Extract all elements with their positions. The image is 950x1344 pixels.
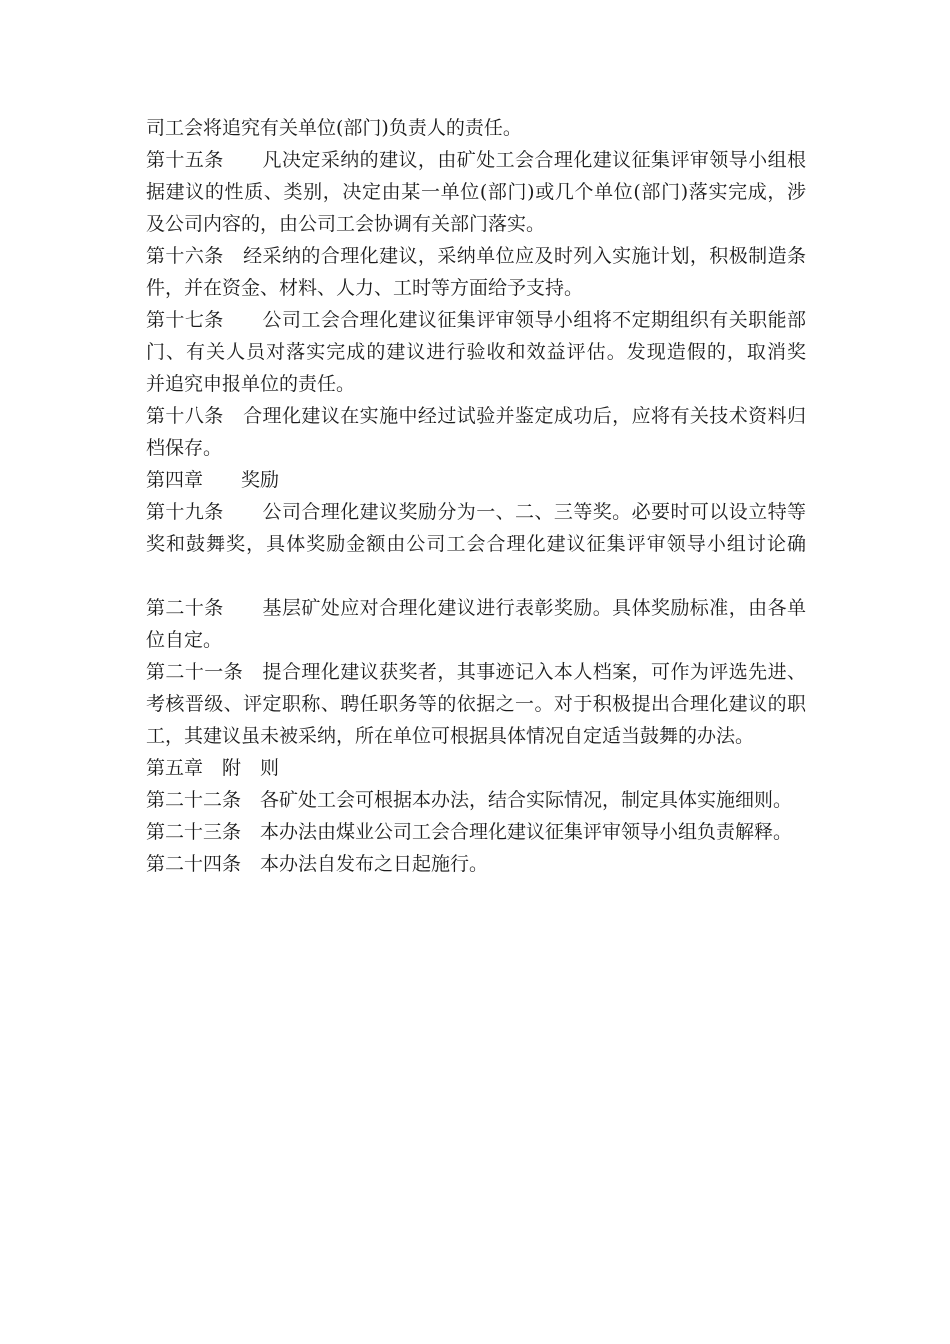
article-18-line: 第十八条 合理化建议在实施中经过试验并鉴定成功后，应将有关技术资料归 xyxy=(146,405,806,427)
document-body xyxy=(146,112,806,880)
paragraph-line: 司工会将追究有关单位(部门)负责人的责任。 xyxy=(146,117,522,139)
article-16-line: 第十六条 经采纳的合理化建议，采纳单位应及时列入实施计划，积极制造条 xyxy=(146,245,806,267)
article-21-line: 考核晋级、评定职称、聘任职务等的依据之一。对于积极提出合理化建议的职 xyxy=(146,693,806,715)
article-17-line: 并追究申报单位的责任。 xyxy=(146,373,356,395)
blank-line xyxy=(146,560,806,592)
article-23-line: 第二十三条 本办法由煤业公司工会合理化建议征集评审领导小组负责解释。 xyxy=(146,821,793,843)
article-22-line: 第二十二条 各矿处工会可根据本办法，结合实际情况，制定具体实施细则。 xyxy=(146,789,793,811)
article-20-line: 位自定。 xyxy=(146,629,223,651)
article-18-line: 档保存。 xyxy=(146,437,223,459)
article-19-line: 第十九条 公司合理化建议奖励分为一、二、三等奖。必要时可以设立特等 xyxy=(146,501,806,523)
article-17-line: 第十七条 公司工会合理化建议征集评审领导小组将不定期组织有关职能部 xyxy=(146,309,806,331)
chapter-4-heading: 第四章 奖励 xyxy=(146,469,280,491)
article-21-line: 第二十一条 提合理化建议获奖者，其事迹记入本人档案，可作为评选先进、 xyxy=(146,661,806,683)
article-15-line: 第十五条 凡决定采纳的建议，由矿处工会合理化建议征集评审领导小组根 xyxy=(146,149,806,171)
article-17-line: 门、有关人员对落实完成的建议进行验收和效益评估。发现造假的，取消奖 xyxy=(146,341,806,363)
article-16-line: 件，并在资金、材料、人力、工时等方面给予支持。 xyxy=(146,277,584,299)
article-19-line: 奖和鼓舞奖，具体奖励金额由公司工会合理化建议征集评审领导小组讨论确 xyxy=(146,533,806,555)
article-24-line: 第二十四条 本办法自发布之日起施行。 xyxy=(146,853,489,875)
article-20-line: 第二十条 基层矿处应对合理化建议进行表彰奖励。具体奖励标准，由各单 xyxy=(146,597,806,619)
article-15-line: 据建议的性质、类别，决定由某一单位(部门)或几个单位(部门)落实完成，涉 xyxy=(146,181,806,203)
article-21-line: 工，其建议虽未被采纳，所在单位可根据具体情况自定适当鼓舞的办法。 xyxy=(146,725,755,747)
chapter-5-heading: 第五章 附 则 xyxy=(146,757,280,779)
article-15-line: 及公司内容的，由公司工会协调有关部门落实。 xyxy=(146,213,546,235)
